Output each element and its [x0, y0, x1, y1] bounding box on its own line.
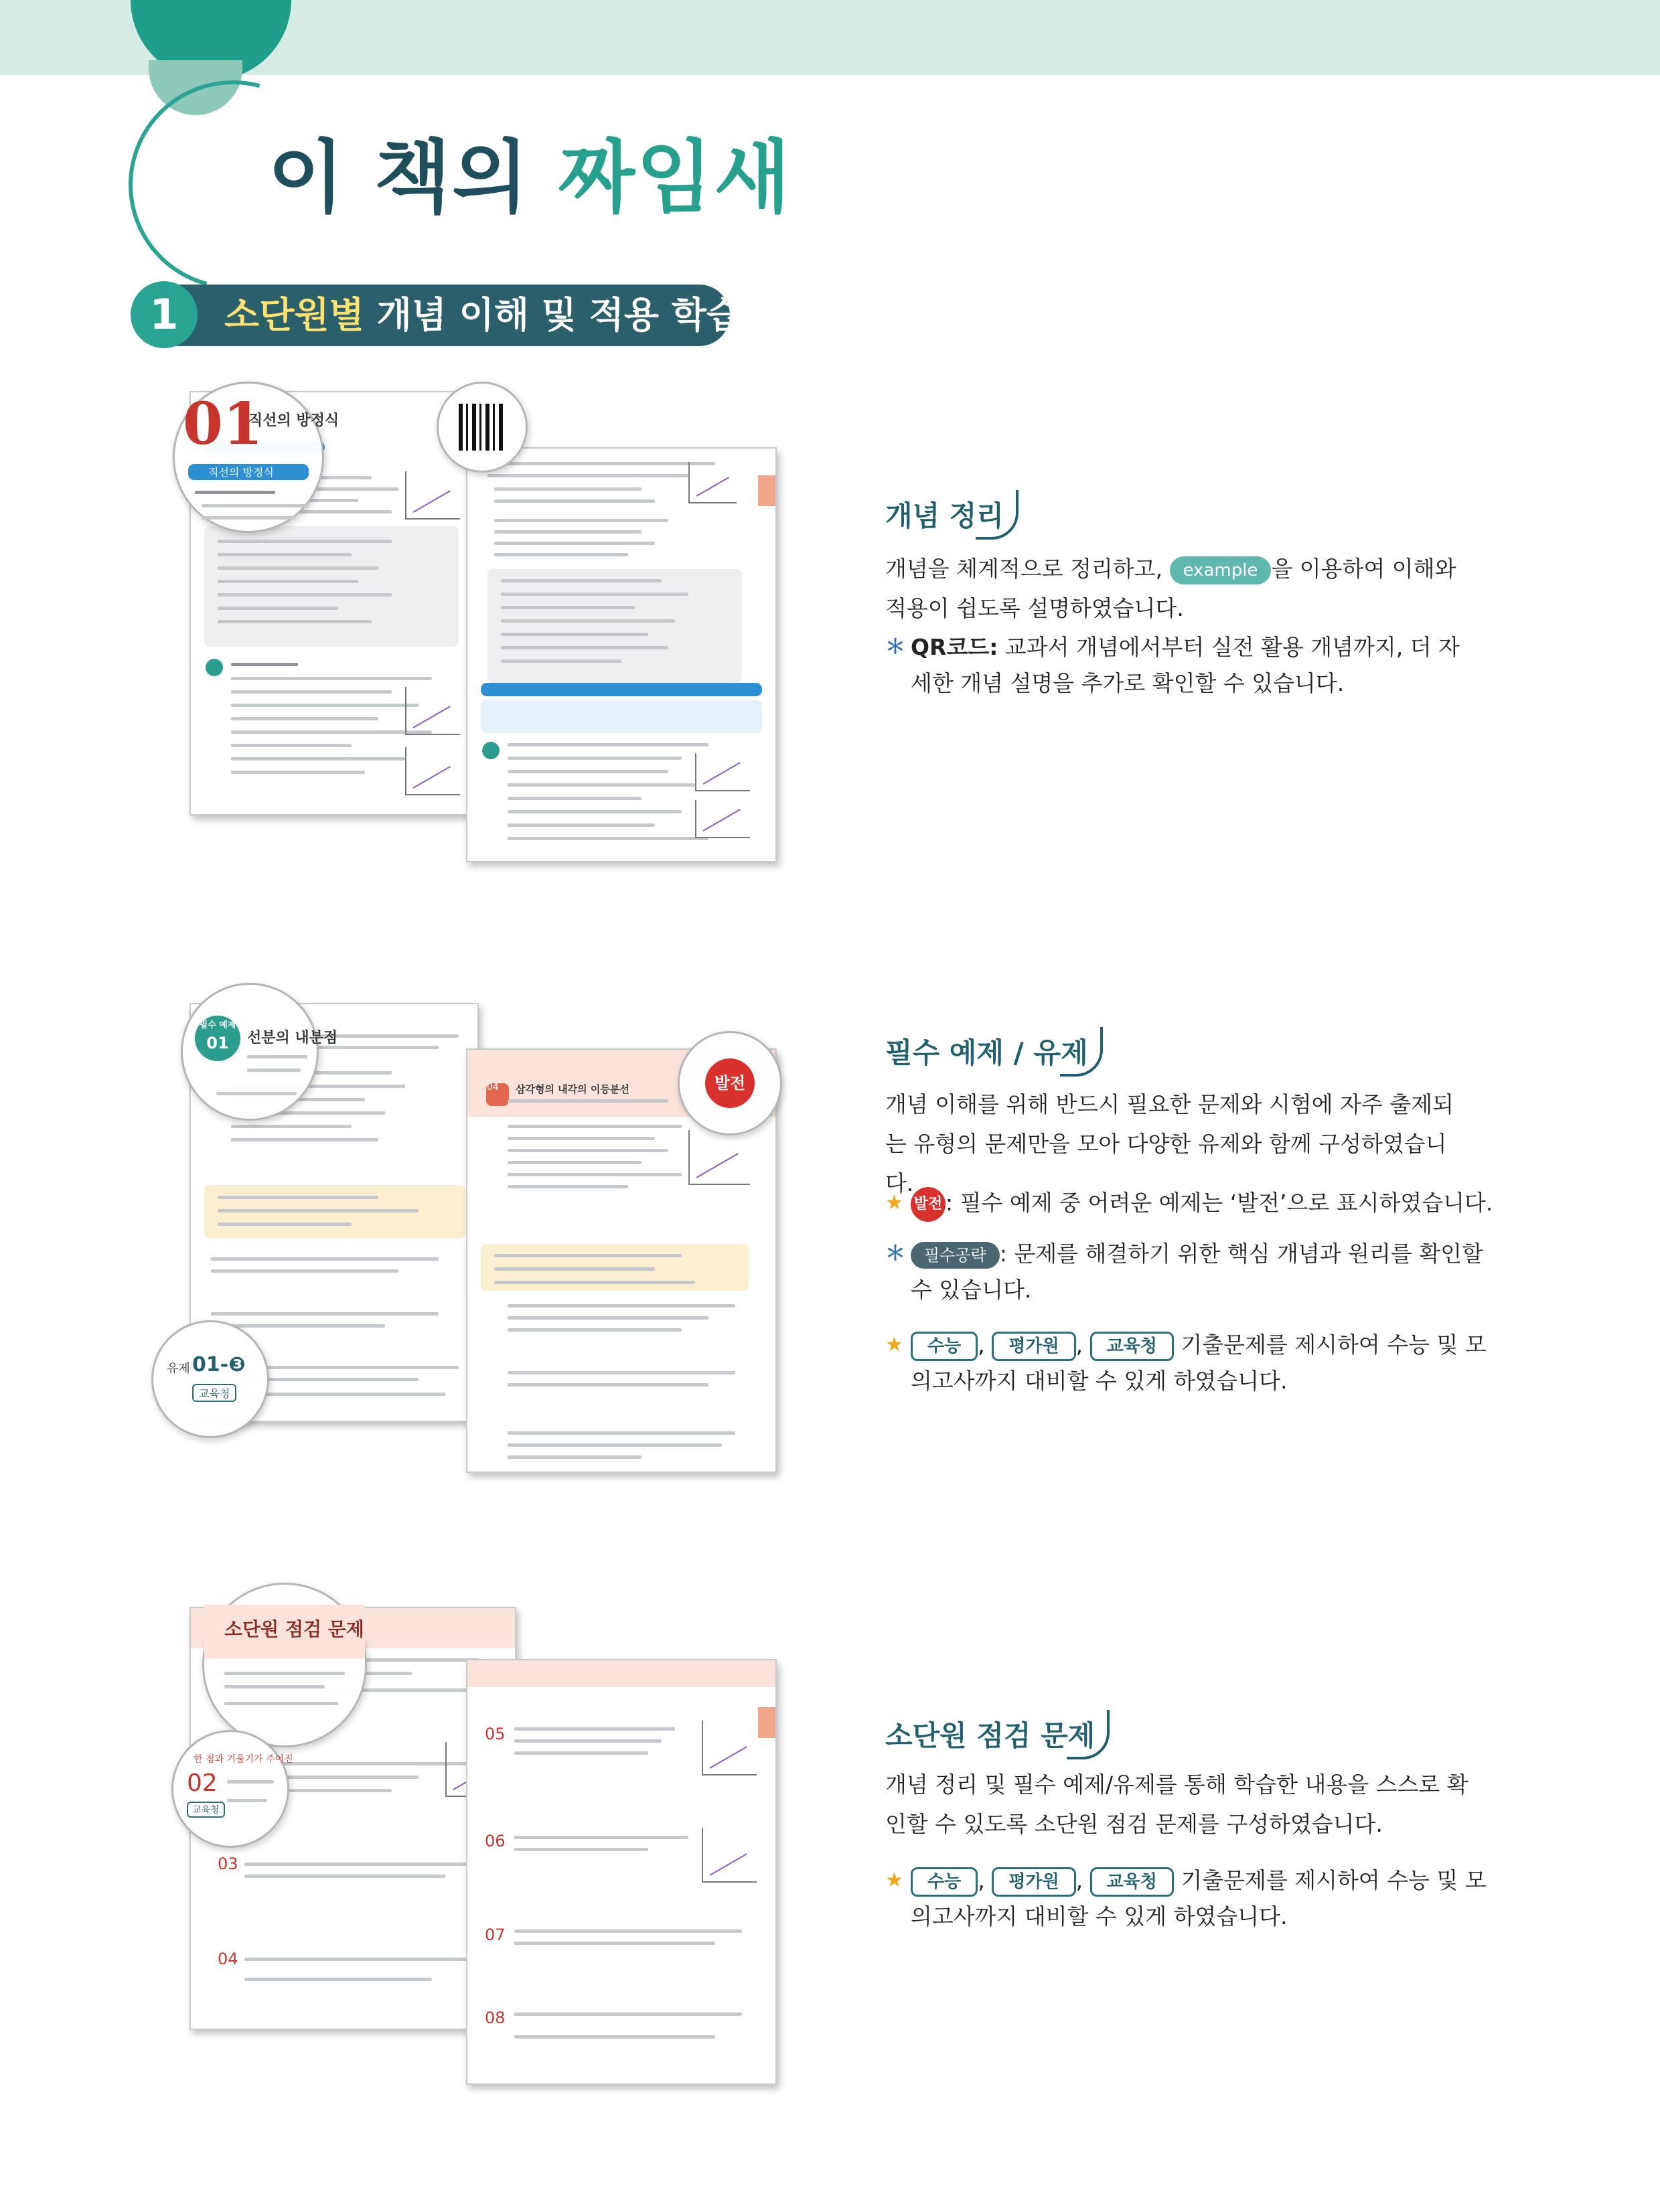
star-icon: ★	[885, 1869, 903, 1892]
bullet-qr: ＊ QR코드: 교과서 개념에서부터 실전 활용 개념까지, 더 자세한 개념 설명을 추가로 확인할 수 있습니다.	[885, 629, 1473, 702]
block-text-review: 개념 정리 및 필수 예제/유제를 통해 학습한 내용을 스스로 확인할 수 있도록 소단원 점검 문제를 구성하였습니다.	[885, 1771, 1468, 1837]
asterisk-icon: ＊	[885, 1242, 905, 1265]
section-number: 1	[131, 281, 198, 348]
lens-exercise-tag: 유제 01-❸ 교육청	[151, 1320, 269, 1438]
block-heading-review: 소단원 점검 문제	[885, 1714, 1095, 1754]
block-heading-example: 필수 예제 / 유제	[885, 1031, 1088, 1071]
bullet-past-exams-review: ★ 수능 , 평가원 , 교육청 기출문제를 제시하여 수능 및 모의고사까지 대비할 수 있게 하였습니다.	[885, 1863, 1500, 1935]
asterisk-icon: ＊	[885, 635, 905, 659]
lens-balan-badge	[678, 1031, 782, 1135]
page-title: 이 책의 짜임새	[268, 131, 792, 224]
block-text-example: 개념 이해를 위해 반드시 필요한 문제와 시험에 자주 출제되는 유형의 문제만을 모아 다양한 유제와 함께 구성하였습니다.	[885, 1091, 1454, 1196]
lens-past-exam-tag: 한 점과 기울기가 주어진 02 교육청	[171, 1730, 289, 1848]
lens-example-title: 필수 예제 01 선분의 내분점	[181, 983, 319, 1121]
block-text-concept: 개념을 체계적으로 정리하고, example 을 이용하여 이해와 적용이 쉽도록 설명하였습니다.	[885, 556, 1456, 621]
star-icon: ★	[885, 1333, 903, 1356]
bullet-key-strategy: ＊ 필수공략 : 문제를 해결하기 위한 핵심 개념과 원리를 확인할 수 있습니다.	[885, 1236, 1500, 1308]
thumb-page-right: 05 06 07 08	[466, 1659, 777, 2085]
example-pill: example	[1170, 556, 1272, 584]
lens-lesson-title: 01 직선의 방정식 직선의 방정식	[173, 382, 324, 533]
qr-code-icon	[459, 404, 506, 451]
balan-badge: 발전	[705, 1058, 755, 1108]
lens-qr-code	[437, 382, 528, 473]
thumb-page-left: 03 04	[190, 1607, 516, 2030]
block-heading-concept: 개념 정리	[885, 494, 1004, 534]
thumb-page-right: 04 삼각형의 내각의 이등분선	[466, 1048, 777, 1473]
bullet-past-exams: ★ 수능 , 평가원 , 교육청 기출문제를 제시하여 수능 및 모의고사까지 대비할 수 있게 하였습니다.	[885, 1327, 1500, 1399]
lens-review-title: 소단원 점검 문제	[202, 1583, 367, 1747]
star-icon: ★	[885, 1191, 903, 1214]
balan-icon: 발전	[911, 1187, 946, 1222]
thumb-page-right	[466, 447, 777, 862]
key-strategy-pill: 필수공략	[911, 1242, 1000, 1269]
section-title: 소단원별 개념 이해 및 적용 학습	[171, 285, 730, 346]
bullet-balan: ★ 발전 : 필수 예제 중 어려운 예제는 ‘발전’으로 표시하였습니다.	[885, 1185, 1500, 1222]
